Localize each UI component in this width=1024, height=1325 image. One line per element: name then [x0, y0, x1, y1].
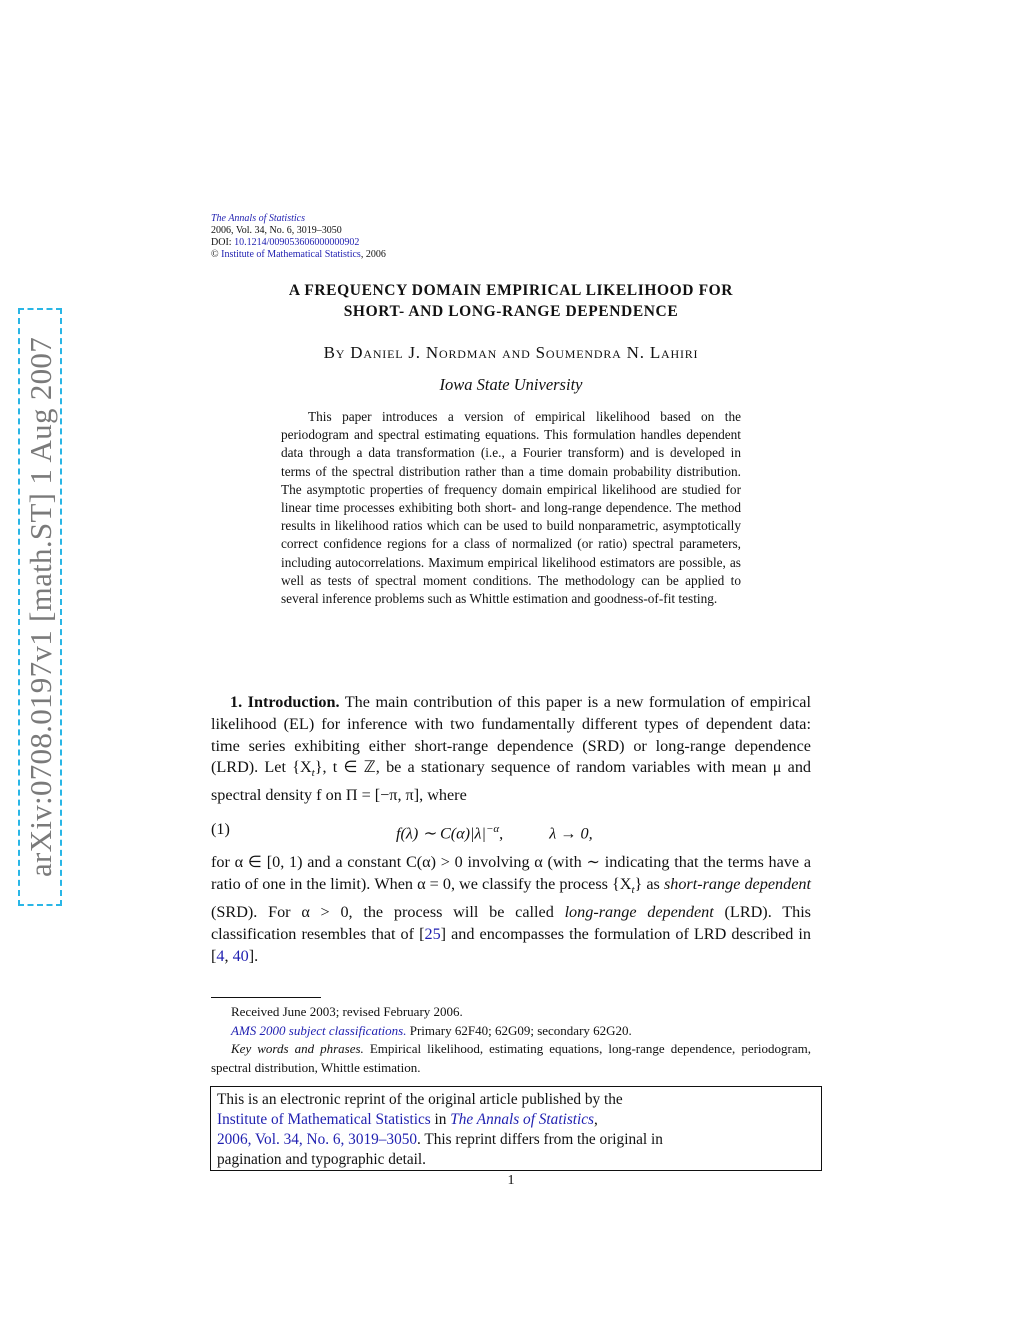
reprint-in: in [430, 1111, 451, 1128]
ams-classification-text: Primary 62F40; 62G09; secondary 62G20. [406, 1022, 632, 1038]
journal-header [211, 213, 386, 261]
citation-link-40[interactable]: 40 [232, 946, 249, 965]
intro-text-1a: The main contribution of this paper is a new formulation of empirical likelihood (EL) for inference with two fundamentally different types of dependent data: time series exhibiting either short-range dependence (SRD) or long-range dependence (LRD). Let {X [211, 693, 811, 777]
copyright-symbol: © [211, 249, 219, 260]
reprint-line-3-rest: . This reprint differs from the original in [417, 1131, 663, 1148]
copyright-year: , 2006 [360, 249, 386, 260]
reprint-citation-link[interactable]: 2006, Vol. 34, No. 6, 3019–3050 [217, 1131, 418, 1148]
equation-number: (1) [211, 820, 230, 839]
reprint-line-2 [217, 1110, 815, 1130]
page-number: 1 [507, 1173, 515, 1188]
footnote-rule [211, 997, 321, 998]
institute-link[interactable]: Institute of Mathematical Statistics [221, 249, 361, 260]
intro-text-2a: for α ∈ [0, 1) and a constant C(α) > 0 involving α (with ∼ indicating that the terms have a ratio of one in the limit). When α = 0, we classify the process {X [211, 853, 811, 894]
journal-doi-line [211, 237, 386, 249]
reprint-journal-link[interactable]: The Annals of Statistics [450, 1111, 595, 1128]
section-heading: 1. Introduction. [230, 693, 340, 711]
reprint-institute-link[interactable]: Institute of Mathematical Statistics [217, 1111, 431, 1128]
journal-volume: 2006, Vol. 34, No. 6, 3019–3050 [211, 225, 342, 236]
keywords-label: Key words and phrases. [231, 1041, 364, 1056]
doi-link[interactable]: 10.1214/009053606000000902 [234, 237, 360, 248]
arxiv-stamp: arXiv:0708.0197v1 [math.ST] 1 Aug 2007 [23, 336, 58, 878]
ams-classification [211, 1022, 811, 1041]
intro-paragraph-2 [211, 852, 811, 967]
citation-link-4[interactable]: 4 [216, 946, 225, 965]
intro-text-2f: ]. [248, 946, 259, 965]
equation-1 [211, 813, 811, 851]
journal-name-link[interactable]: The Annals of Statistics [211, 213, 305, 224]
reprint-line-4: pagination and typographic detail. [217, 1151, 426, 1168]
intro-text-2b: } as [634, 875, 664, 894]
doi-label: DOI: [211, 237, 235, 248]
reprint-line-3 [217, 1130, 815, 1150]
intro-text-2e: ] and encompasses the formulation of LRD described in [ [211, 924, 812, 965]
reprint-line-1: This is an electronic reprint of the original article published by the [217, 1091, 623, 1108]
reprint-notice [210, 1086, 822, 1171]
citation-separator: , [224, 946, 233, 965]
term-srd: short-range dependent [663, 875, 811, 894]
footnotes [211, 1003, 811, 1077]
title-line-2: SHORT- AND LONG-RANGE DEPENDENCE [343, 303, 679, 320]
intro-text-2d: (LRD). This classification resembles that of [ [211, 903, 811, 943]
title-line-1: A FREQUENCY DOMAIN EMPIRICAL LIKELIHOOD FOR [288, 282, 734, 299]
subscript-t-2: t [631, 884, 635, 897]
introduction-section [211, 692, 811, 967]
affiliation: Iowa State University [439, 375, 583, 394]
paper-title [211, 280, 811, 322]
authors: By Daniel J. Nordman and Soumendra N. Lahiri [323, 343, 699, 362]
equation-lhs: f(λ) ∼ C(α)|λ| [396, 824, 486, 843]
equation-body [396, 819, 593, 845]
ams-classification-link[interactable]: AMS 2000 subject classifications. [231, 1022, 407, 1038]
abstract: This paper introduces a version of empirical likelihood based on the periodogram and spectral estimating equations. This formulation handles dependent data through a data transformation (i.e., a Fourier transform) and is developed in terms of the spectral distribution rather than a time domain probability distribution. The asymptotic properties of frequency domain empirical likelihood are studied for linear time processes exhibiting both short- and long-range dependence. The method results in likelihood ratios which can be used to build nonparametric, asymptotically correct confidence regions for a class of normalized (or ratio) spectral parameters, including autocorrelations. Maximum empirical likelihood estimators are possible, as well as tests of spectral moment conditions. The methodology can be applied to several inference problems such as Whittle estimation and goodness-of-fit testing. [281, 409, 741, 607]
received-note: Received June 2003; revised February 2006. [231, 1004, 463, 1019]
equation-exponent: −α [485, 823, 500, 836]
copyright-line [211, 249, 386, 261]
equation-comma: , [499, 824, 504, 843]
reprint-comma: , [594, 1111, 598, 1128]
citation-link-25[interactable]: 25 [424, 924, 441, 943]
intro-text-1b: }, t ∈ ℤ, be a stationary sequence of random variables with mean μ and spectral density f on Π = [−π, π], where [211, 758, 812, 805]
intro-text-2c: (SRD). For α > 0, the process will be called [211, 903, 565, 922]
equation-rhs: λ → 0, [549, 824, 593, 843]
keywords-text: Empirical likelihood, estimating equations, long-range dependence, periodogram, spectral distribution, Whittle estimation. [211, 1041, 811, 1075]
intro-paragraph-1 [211, 692, 811, 807]
keywords [211, 1040, 811, 1077]
term-lrd: long-range dependent [564, 903, 714, 922]
subscript-t: t [311, 767, 315, 780]
